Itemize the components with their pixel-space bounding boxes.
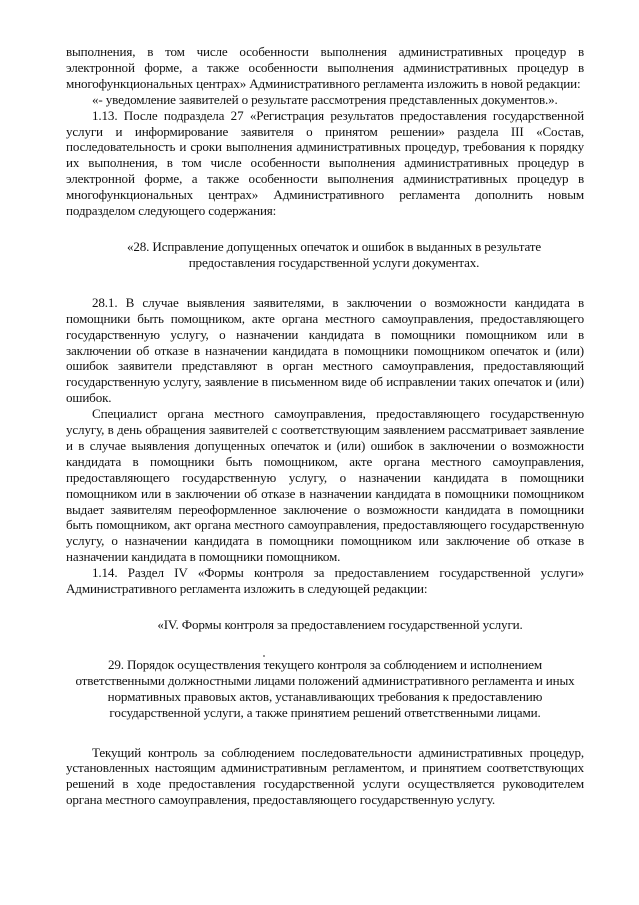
paragraph-1-13: 1.13. После подраздела 27 «Регистрация результатов предоставления государственной услуги и информирование заявителя о принятом решении» раздела III «Состав, последовательность и сроки выполнения административных процедур, требования к порядку их выполнения, в том числе особенности выполнения административных процедур в электронной форме, а также особенности выполнения административных процедур в многофункциональных центрах» Административного регламента дополнить новым подразделом следующего содержания:	[66, 107, 584, 219]
heading-section-28: «28. Исправление допущенных опечаток и ошибок в выданных в результате предоставления государственной услуги документах.	[126, 238, 542, 270]
document-page	[66, 44, 584, 808]
paragraph-continuation: выполнения, в том числе особенности выполнения административных процедур в электронной форме, а также особенности выполнения административных процедур в многофункциональных центрах» Административного регламента изложить в новой редакции:	[66, 44, 584, 91]
paragraph-28-1: 28.1. В случае выявления заявителями, в заключении о возможности кандидата в помощники быть помощником, акте органа местного самоуправления, предоставляющего государственную услугу, о назначении кандидата в помощники помощником или в заключении об отказе в назначении кандидата в помощники помощником опечаток и (или) ошибок заявители представляют в орган местного самоуправления, предоставляющий государственную услугу, заявление в письменном виде об исправлении таких опечаток и (или) ошибок.	[66, 294, 584, 406]
paragraph-notification-item: «- уведомление заявителей о результате рассмотрения представленных документов.».	[92, 91, 558, 107]
paragraph-current-control: Текущий контроль за соблюдением последовательности административных процедур, установленных настоящим административным регламентом, и принятием соответствующих решений в ходе предоставления государственной услуги осуществляется руководителем органа местного самоуправления, предоставляющего государственную услугу.	[66, 744, 584, 808]
heading-section-29: 29. Порядок осуществления текущего контроля за соблюдением и исполнением ответственными должностными лицами положений административного регламента и иных нормативных правовых актов, устанавливающих требования к предоставлению государственной услуги, а также принятием решений ответственными лицами.	[75, 656, 575, 720]
paragraph-specialist: Специалист органа местного самоуправления, предоставляющего государственную услугу, в день обращения заявителей с соответствующим заявлением рассматривает заявление и в случае выявления допущенных опечаток и (или) ошибок в заключении о возможности кандидата в помощники быть помощником, акте органа местного самоуправления, предоставляющего государственную услугу, о назначении кандидата в помощники помощником или в заключении об отказе в назначении кандидата в помощники помощником выдает заявителям переоформленное заключение о возможности кандидата в помощники быть помощником, акт органа местного самоуправления, предоставляющего государственную услугу, о назначении кандидата в помощники помощником или заключение об отказе в назначении кандидата в помощники помощником.	[66, 406, 584, 565]
heading-section-iv: «IV. Формы контроля за предоставлением государственной услуги.	[157, 617, 523, 632]
scan-speck	[263, 655, 265, 657]
paragraph-1-14: 1.14. Раздел IV «Формы контроля за предоставлением государственной услуги» Административного регламента изложить в следующей редакции:	[66, 565, 584, 597]
